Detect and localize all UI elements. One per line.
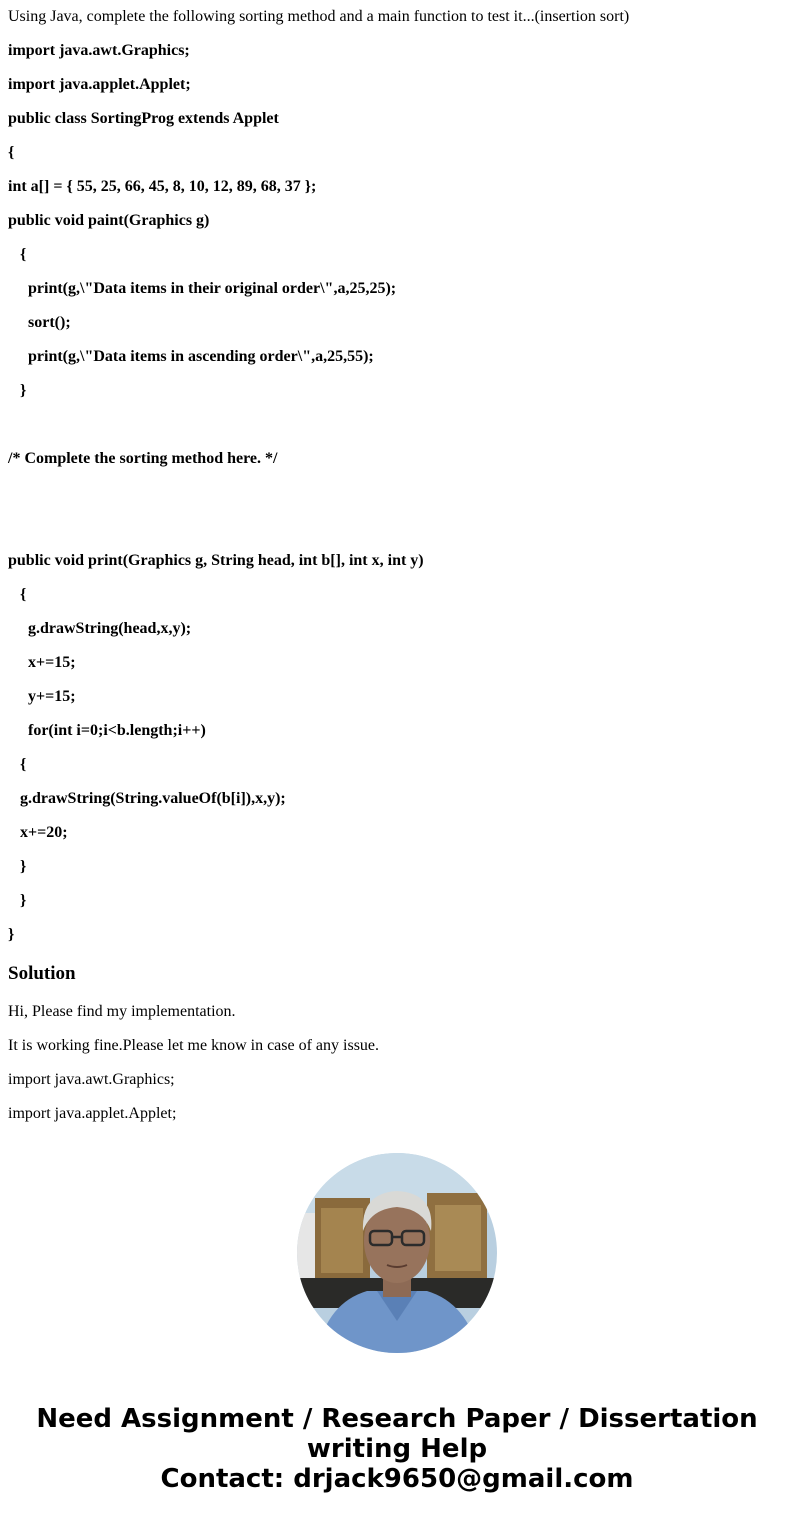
code-line: y+=15; (8, 688, 76, 705)
banner-line: Need Assignment / Research Paper / Dissertation (36, 1404, 758, 1434)
code-line: int a[] = { 55, 25, 66, 45, 8, 10, 12, 89, 68, 37 }; (8, 178, 317, 195)
banner-contact-line: Contact: drjack9650@gmail.com (160, 1464, 634, 1494)
code-line: print(g,\"Data items in ascending order\",a,25,55); (8, 348, 374, 365)
solution-text: It is working fine.Please let me know in case of any issue. (8, 1037, 380, 1054)
code-line: { (8, 586, 27, 603)
code-comment: /* Complete the sorting method here. */ (8, 450, 278, 467)
solution-text: Hi, Please find my implementation. (8, 1003, 236, 1020)
solution-code-line: import java.awt.Graphics; (8, 1071, 175, 1088)
code-line: } (8, 926, 15, 943)
code-line: { (8, 144, 15, 161)
code-line: x+=20; (8, 824, 68, 841)
solution-code-line: import java.applet.Applet; (8, 1105, 177, 1122)
code-line: for(int i=0;i<b.length;i++) (8, 722, 206, 739)
code-line: g.drawString(String.valueOf(b[i]),x,y); (8, 790, 286, 807)
contact-banner (0, 1404, 794, 1494)
code-line: { (8, 756, 27, 773)
code-line: public class SortingProg extends Applet (8, 110, 279, 127)
code-line: g.drawString(head,x,y); (8, 620, 192, 637)
solution-heading: Solution (8, 963, 76, 984)
code-line: import java.awt.Graphics; (8, 42, 190, 59)
code-line: { (8, 246, 27, 263)
code-line: x+=15; (8, 654, 76, 671)
code-line: sort(); (8, 314, 71, 331)
code-line: public void print(Graphics g, String head, int b[], int x, int y) (8, 552, 424, 569)
banner-line: writing Help (306, 1434, 488, 1464)
code-line: } (8, 892, 27, 909)
author-avatar (297, 1153, 497, 1353)
code-line: print(g,\"Data items in their original order\",a,25,25); (8, 280, 397, 297)
code-line: import java.applet.Applet; (8, 76, 191, 93)
code-line: public void paint(Graphics g) (8, 212, 210, 229)
code-line: } (8, 858, 27, 875)
question-intro: Using Java, complete the following sorting method and a main function to test it...(insertion sort) (8, 8, 630, 25)
code-line: } (8, 382, 27, 399)
person-photo-icon (297, 1153, 497, 1353)
